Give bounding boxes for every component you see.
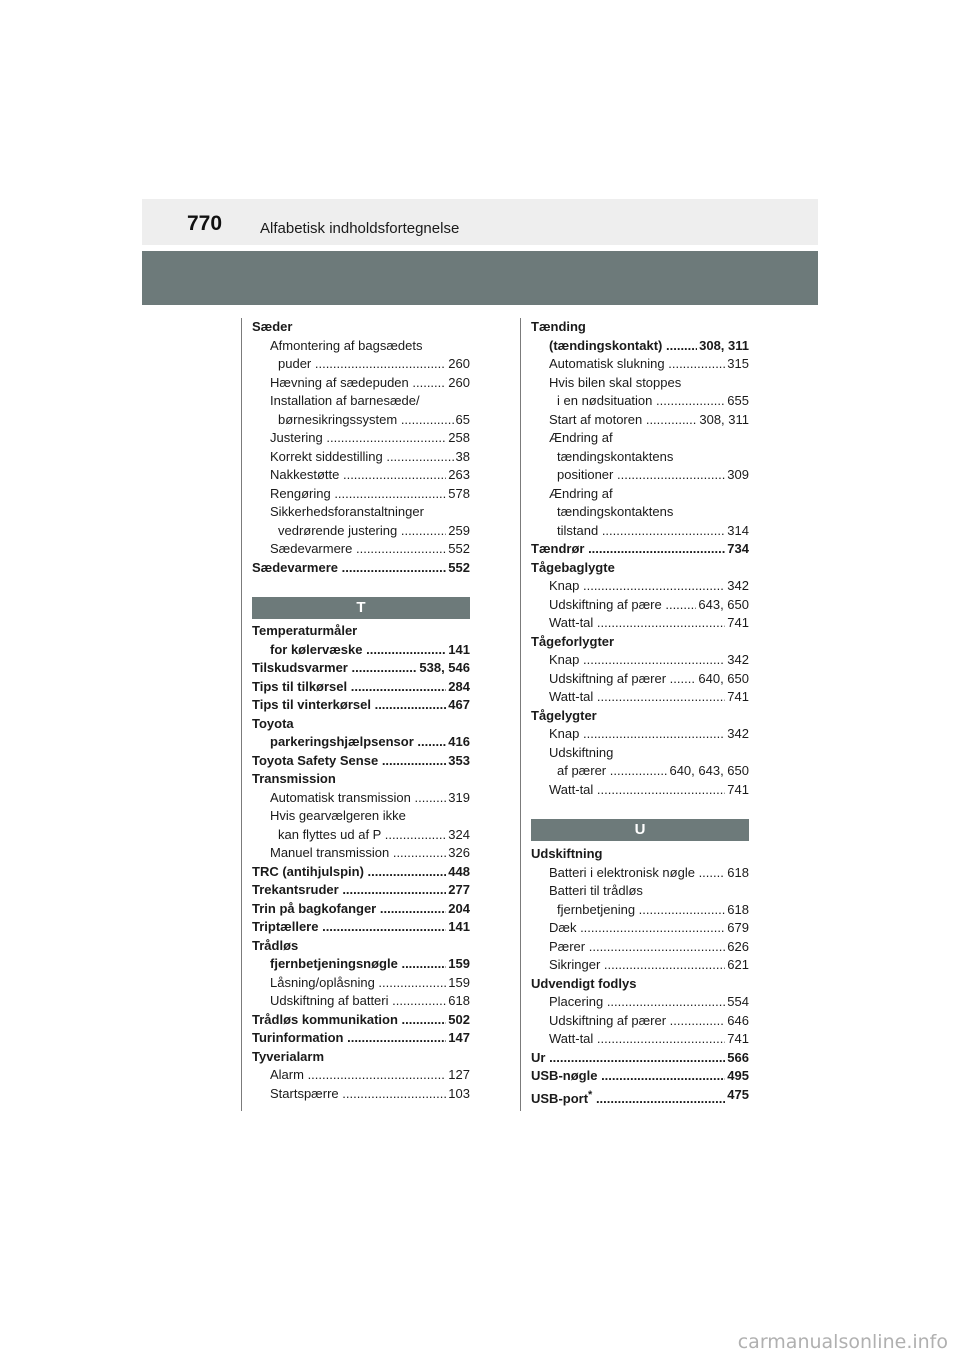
index-entry-text: Sæder bbox=[252, 319, 293, 334]
index-entry-text: vedrørende justering ..... bbox=[278, 522, 470, 541]
index-entry-text: Afmontering af bagsædets bbox=[270, 337, 423, 353]
index-entry-page: 263 bbox=[446, 466, 470, 485]
index-entry-text: Alarm ..... bbox=[270, 1066, 470, 1085]
index-entry-text: Trådløs bbox=[252, 937, 299, 953]
index-entry bbox=[252, 659, 470, 678]
index-entry-page: 159 bbox=[446, 955, 470, 974]
index-entry-page: 741 bbox=[725, 781, 749, 800]
index-entry-text: Udvendigt fodlys bbox=[531, 975, 637, 991]
index-entry-page: 103 bbox=[446, 1085, 470, 1104]
index-entry-page: 342 bbox=[725, 725, 749, 744]
index-entry-text: Triptællere ..... bbox=[252, 918, 470, 937]
index-entry bbox=[531, 670, 749, 689]
index-entry bbox=[531, 975, 749, 994]
index-entry-text: Transmission bbox=[252, 771, 336, 786]
index-entry-text: Batteri til trådløs bbox=[549, 883, 643, 898]
index-entry bbox=[531, 466, 749, 485]
index-entry-text: Hvis gearvælgeren ikke bbox=[270, 808, 406, 823]
index-entry-text: Manuel transmission ..... bbox=[270, 844, 470, 863]
index-entry-text: Toyota bbox=[252, 715, 294, 731]
index-entry-page: 342 bbox=[725, 577, 749, 596]
index-entry-text: Tilskudsvarmer ..... bbox=[252, 659, 470, 678]
index-entry bbox=[531, 577, 749, 596]
index-entry-text: Udskiftning bbox=[549, 744, 614, 760]
watermark: carmanualsonline.info bbox=[737, 1331, 948, 1353]
index-entry bbox=[252, 974, 470, 993]
index-entry bbox=[252, 485, 470, 504]
index-entry-text: Tågeforlygter bbox=[531, 633, 615, 649]
index-entry bbox=[531, 744, 749, 763]
index-entry-text: børnesikringssystem ..... bbox=[278, 411, 470, 430]
index-entry bbox=[531, 781, 749, 800]
index-entry-text: USB-port* ..... bbox=[531, 1086, 749, 1109]
index-entry-page: 626 bbox=[725, 938, 749, 957]
index-entry bbox=[252, 918, 470, 937]
index-entry-text: Temperaturmåler bbox=[252, 623, 358, 638]
header-band bbox=[142, 199, 818, 245]
index-entry bbox=[531, 503, 749, 522]
index-entry-page: 353 bbox=[446, 752, 470, 771]
index-entry-text: tilstand ..... bbox=[557, 522, 749, 541]
index-entry-page: 448 bbox=[446, 863, 470, 882]
index-entry bbox=[252, 559, 470, 578]
index-entry-text: Turinformation ..... bbox=[252, 1029, 470, 1048]
index-entry bbox=[531, 1067, 749, 1086]
index-entry bbox=[252, 622, 470, 641]
index-entry-text: Ændring af bbox=[549, 430, 613, 445]
index-entry bbox=[252, 337, 470, 356]
index-entry bbox=[252, 1011, 470, 1030]
index-entry-text: Tyverialarm bbox=[252, 1048, 325, 1064]
index-entry bbox=[531, 845, 749, 864]
index-entry bbox=[252, 466, 470, 485]
index-entry bbox=[531, 882, 749, 901]
index-entry-text: i en nødsituation ..... bbox=[557, 392, 749, 411]
index-entry-page: 284 bbox=[446, 678, 470, 697]
index-entry bbox=[252, 678, 470, 697]
index-entry-page: 495 bbox=[725, 1067, 749, 1086]
index-entry-text: Watt-tal ..... bbox=[549, 688, 749, 707]
index-entry bbox=[252, 1029, 470, 1048]
index-entry-text: Udskiftning af batteri ..... bbox=[270, 992, 470, 1011]
index-entry-text: Toyota Safety Sense ..... bbox=[252, 752, 470, 771]
index-entry-text: tændingskontaktens bbox=[557, 448, 674, 464]
index-entry-text: Sikringer ..... bbox=[549, 956, 749, 975]
index-entry-text: Batteri i elektronisk nøgle ..... bbox=[549, 864, 749, 883]
index-entry-page: 467 bbox=[446, 696, 470, 715]
index-entry bbox=[252, 448, 470, 467]
index-entry-text: Knap ..... bbox=[549, 577, 749, 596]
index-entry-text: Udskiftning af pærer ..... bbox=[549, 670, 749, 689]
index-entry-text: Tænding bbox=[531, 319, 586, 334]
index-entry-page: 342 bbox=[725, 651, 749, 670]
index-entry-text: Hvis bilen skal stoppes bbox=[549, 374, 682, 390]
index-entry-text: Tips til vinterkørsel ..... bbox=[252, 696, 470, 715]
index-entry-page: 416 bbox=[446, 733, 470, 752]
index-entry-text: for kølervæske ..... bbox=[270, 641, 470, 660]
index-entry-page: 643, 650 bbox=[696, 596, 749, 615]
index-entry-text: Trin på bagkofanger ..... bbox=[252, 900, 470, 919]
index-entry-text: Knap ..... bbox=[549, 725, 749, 744]
index-entry-page: 618 bbox=[725, 901, 749, 920]
index-entry-page: 621 bbox=[725, 956, 749, 975]
index-left-group-s bbox=[252, 318, 470, 577]
index-entry bbox=[252, 374, 470, 393]
index-entry bbox=[531, 762, 749, 781]
index-entry bbox=[531, 540, 749, 559]
index-entry bbox=[531, 901, 749, 920]
index-entry-text: TRC (antihjulspin) ..... bbox=[252, 863, 470, 882]
index-entry-text: Startspærre ..... bbox=[270, 1085, 470, 1104]
index-entry-text: Låsning/oplåsning ..... bbox=[270, 974, 470, 993]
index-entry-page: 640, 643, 650 bbox=[667, 762, 749, 781]
index-entry-page: 741 bbox=[725, 1030, 749, 1049]
index-entry bbox=[531, 1049, 749, 1068]
index-entry bbox=[531, 596, 749, 615]
index-entry-text: Justering ..... bbox=[270, 429, 470, 448]
index-entry bbox=[252, 900, 470, 919]
index-entry-page: 475 bbox=[725, 1086, 749, 1105]
index-entry bbox=[252, 1066, 470, 1085]
index-entry bbox=[252, 752, 470, 771]
index-entry bbox=[531, 707, 749, 726]
index-entry bbox=[531, 485, 749, 504]
index-entry-text: Watt-tal ..... bbox=[549, 781, 749, 800]
index-entry-text: af pærer ..... bbox=[557, 762, 749, 781]
page-number: 770 bbox=[187, 212, 223, 235]
index-entry bbox=[531, 337, 749, 356]
index-entry-page: 640, 650 bbox=[696, 670, 749, 689]
index-entry-page: 734 bbox=[725, 540, 749, 559]
index-entry bbox=[252, 863, 470, 882]
index-entry bbox=[531, 522, 749, 541]
index-entry-page: 308, 311 bbox=[697, 337, 749, 356]
index-entry bbox=[252, 411, 470, 430]
index-entry bbox=[252, 503, 470, 522]
index-entry bbox=[531, 614, 749, 633]
index-entry-page: 127 bbox=[446, 1066, 470, 1085]
index-entry-text: fjernbetjeningsnøgle ..... bbox=[270, 955, 470, 974]
index-entry-text: Udskiftning af pærer ..... bbox=[549, 1012, 749, 1031]
index-entry-page: 277 bbox=[446, 881, 470, 900]
index-entry bbox=[252, 955, 470, 974]
index-entry-page: 258 bbox=[446, 429, 470, 448]
index-entry-page: 566 bbox=[725, 1049, 749, 1068]
index-entry bbox=[531, 1086, 749, 1105]
index-entry-page: 147 bbox=[446, 1029, 470, 1048]
section-header-u: U bbox=[531, 819, 749, 841]
index-entry-text: Tips til tilkørsel ..... bbox=[252, 678, 470, 697]
index-entry-page: 315 bbox=[725, 355, 749, 374]
index-entry-page: 260 bbox=[446, 374, 470, 393]
index-entry-text: Pærer ..... bbox=[549, 938, 749, 957]
index-entry-page: 38 bbox=[454, 448, 470, 467]
index-entry bbox=[531, 993, 749, 1012]
index-entry-text: Automatisk slukning ..... bbox=[549, 355, 749, 374]
index-entry bbox=[531, 688, 749, 707]
index-entry-page: 141 bbox=[446, 918, 470, 937]
index-entry-page: 655 bbox=[725, 392, 749, 411]
index-entry-text: Hævning af sædepuden ..... bbox=[270, 374, 470, 393]
index-entry-text: Trekantsruder ..... bbox=[252, 881, 470, 900]
index-entry-page: 618 bbox=[446, 992, 470, 1011]
index-entry-page: 159 bbox=[446, 974, 470, 993]
index-entry-text: Tændrør ..... bbox=[531, 540, 749, 559]
header-gray-bar bbox=[142, 251, 818, 305]
index-entry bbox=[531, 411, 749, 430]
index-entry bbox=[531, 429, 749, 448]
index-entry bbox=[531, 559, 749, 578]
index-entry-text: Korrekt siddestilling ..... bbox=[270, 448, 470, 467]
index-entry-page: 646 bbox=[725, 1012, 749, 1031]
index-entry bbox=[531, 938, 749, 957]
index-entry-text: Watt-tal ..... bbox=[549, 614, 749, 633]
index-entry-page: 65 bbox=[454, 411, 470, 430]
index-entry bbox=[531, 956, 749, 975]
index-entry-text: Placering ..... bbox=[549, 993, 749, 1012]
index-entry bbox=[531, 318, 749, 337]
index-entry bbox=[252, 937, 470, 956]
index-entry-page: 552 bbox=[446, 559, 470, 578]
index-entry-text: Dæk ..... bbox=[549, 919, 749, 938]
index-entry-page: 578 bbox=[446, 485, 470, 504]
index-entry-page: 741 bbox=[725, 688, 749, 707]
index-entry-page: 309 bbox=[725, 466, 749, 485]
index-entry-text: Sikkerhedsforanstaltninger bbox=[270, 504, 424, 519]
index-entry-text: Ændring af bbox=[549, 485, 613, 501]
index-entry-text: tændingskontaktens bbox=[557, 504, 674, 519]
index-entry bbox=[252, 318, 470, 337]
footnote-marker: * bbox=[588, 1088, 593, 1101]
index-entry bbox=[531, 448, 749, 467]
index-entry bbox=[531, 919, 749, 938]
index-entry bbox=[531, 1030, 749, 1049]
index-entry-text: Knap ..... bbox=[549, 651, 749, 670]
index-entry-text: fjernbetjening ..... bbox=[557, 901, 749, 920]
index-entry bbox=[531, 355, 749, 374]
index-entry-page: 326 bbox=[446, 844, 470, 863]
index-entry-page: 324 bbox=[446, 826, 470, 845]
index-entry bbox=[252, 696, 470, 715]
index-entry-text: Sædevarmere ..... bbox=[270, 540, 470, 559]
index-entry bbox=[252, 392, 470, 411]
page-title: Alfabetisk indholdsfortegnelse bbox=[260, 220, 460, 237]
index-entry bbox=[531, 1012, 749, 1031]
index-entry-text: puder ..... bbox=[278, 355, 470, 374]
index-entry-page: 259 bbox=[446, 522, 470, 541]
index-entry-page: 554 bbox=[725, 993, 749, 1012]
index-entry-text: Automatisk transmission ..... bbox=[270, 789, 470, 808]
index-entry-page: 204 bbox=[446, 900, 470, 919]
index-entry bbox=[252, 844, 470, 863]
section-header-t: T bbox=[252, 597, 470, 619]
index-entry-text: positioner ..... bbox=[557, 466, 749, 485]
index-entry-page: 538, 546 bbox=[417, 659, 470, 678]
index-entry bbox=[252, 733, 470, 752]
index-entry-text: parkeringshjælpsensor ..... bbox=[270, 733, 470, 752]
index-entry bbox=[252, 807, 470, 826]
index-entry-text: Tågebaglygte bbox=[531, 559, 615, 575]
index-entry bbox=[252, 1085, 470, 1104]
index-entry-page: 314 bbox=[725, 522, 749, 541]
index-entry bbox=[252, 429, 470, 448]
index-entry-page: 679 bbox=[725, 919, 749, 938]
index-entry bbox=[252, 522, 470, 541]
index-right-group-t bbox=[531, 318, 749, 799]
index-entry-text: Sædevarmere ..... bbox=[252, 559, 470, 578]
index-entry-page: 260 bbox=[446, 355, 470, 374]
index-entry-text: USB-nøgle ..... bbox=[531, 1067, 749, 1086]
index-entry bbox=[531, 392, 749, 411]
index-entry-text: Nakkestøtte ..... bbox=[270, 466, 470, 485]
index-right-group-u bbox=[531, 845, 749, 1104]
index-entry bbox=[252, 789, 470, 808]
right-column-divider bbox=[520, 318, 521, 1111]
index-entry-page: 618 bbox=[725, 864, 749, 883]
left-column-divider bbox=[241, 318, 242, 1111]
index-entry-page: 141 bbox=[446, 641, 470, 660]
index-entry bbox=[252, 826, 470, 845]
index-entry-text: Rengøring ..... bbox=[270, 485, 470, 504]
index-entry bbox=[531, 633, 749, 652]
index-entry-text: Installation af barnesæde/ bbox=[270, 393, 420, 408]
index-entry bbox=[252, 715, 470, 734]
index-entry bbox=[531, 864, 749, 883]
index-entry-text: Tågelygter bbox=[531, 707, 597, 723]
index-entry-text: Ur ..... bbox=[531, 1049, 749, 1068]
index-entry-page: 308, 311 bbox=[697, 411, 749, 430]
index-entry-page: 552 bbox=[446, 540, 470, 559]
index-entry-page: 502 bbox=[446, 1011, 470, 1030]
index-left-group-t bbox=[252, 622, 470, 1103]
index-entry bbox=[252, 992, 470, 1011]
index-entry-text: Start af motoren ..... bbox=[549, 411, 749, 430]
index-entry bbox=[252, 881, 470, 900]
index-entry bbox=[531, 374, 749, 393]
index-entry-text: Udskiftning af pære ..... bbox=[549, 596, 749, 615]
index-entry bbox=[252, 641, 470, 660]
index-entry bbox=[252, 355, 470, 374]
index-entry bbox=[252, 770, 470, 789]
index-entry-text: (tændingskontakt) ..... bbox=[549, 337, 749, 356]
index-entry bbox=[531, 651, 749, 670]
index-entry-text: Watt-tal ..... bbox=[549, 1030, 749, 1049]
index-entry bbox=[531, 725, 749, 744]
index-entry-page: 741 bbox=[725, 614, 749, 633]
index-entry bbox=[252, 540, 470, 559]
index-entry-page: 319 bbox=[446, 789, 470, 808]
index-entry-text: kan flyttes ud af P ..... bbox=[278, 826, 470, 845]
index-entry-text: Udskiftning bbox=[531, 846, 603, 861]
index-entry bbox=[252, 1048, 470, 1067]
index-entry-text: Trådløs kommunikation ..... bbox=[252, 1011, 470, 1030]
